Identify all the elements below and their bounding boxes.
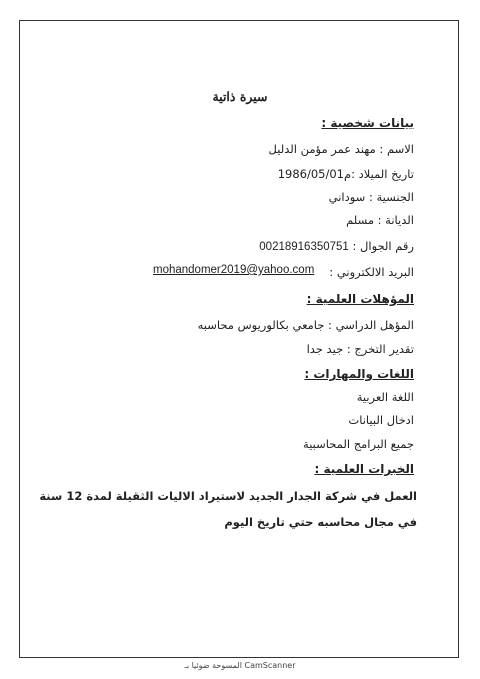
phone-label: رقم الجوال : bbox=[352, 239, 414, 253]
email-link[interactable]: mohandomer2019@yahoo.com bbox=[153, 264, 315, 276]
nationality-value: سوداني bbox=[328, 190, 366, 204]
birth-date-row bbox=[278, 167, 414, 181]
birth-date-label: تاريخ الميلاد : bbox=[351, 167, 414, 181]
skills-heading: اللغات والمهارات : bbox=[304, 367, 414, 381]
email-label: البريد الالكتروني : bbox=[329, 265, 414, 279]
nationality-row bbox=[329, 190, 414, 204]
skill-item: ادخال البيانات bbox=[348, 413, 414, 427]
degree-label: المؤهل الدراسي : bbox=[328, 318, 414, 332]
phone-row bbox=[259, 239, 414, 254]
experience-heading: الخبرات العلمية : bbox=[314, 462, 414, 476]
skill-item: جميع البرامج المحاسبية bbox=[303, 437, 414, 451]
scanner-footer: المسوحة ضوئيا بـ CamScanner bbox=[184, 661, 296, 670]
grade-label: تقدير التخرج : bbox=[346, 342, 414, 356]
birth-date-value: 1986/05/01م bbox=[277, 167, 352, 181]
qualifications-heading: المؤهلات العلمية : bbox=[306, 292, 414, 306]
religion-value: مسلم bbox=[346, 213, 374, 227]
document-title: سيرة ذاتية bbox=[212, 89, 268, 104]
experience-line: العمل في شركة الجدار الجديد لاستيراد الاليات الثقيلة لمدة 12 سنة bbox=[39, 489, 417, 503]
personal-data-heading: بيانات شخصية : bbox=[321, 116, 414, 130]
name-label: الاسم : bbox=[379, 142, 414, 156]
nationality-label: الجنسية : bbox=[368, 190, 414, 204]
name-row bbox=[269, 142, 414, 156]
religion-row bbox=[346, 213, 414, 227]
experience-line: في مجال محاسبه حتي تاريخ اليوم bbox=[224, 515, 417, 529]
grade-value: جيد جدا bbox=[306, 342, 344, 356]
phone-value: 00218916350751 bbox=[259, 241, 349, 253]
religion-label: الديانة : bbox=[377, 213, 414, 227]
skill-item: اللغة العربية bbox=[356, 390, 414, 404]
name-value: مهند عمر مؤمن الدليل bbox=[268, 142, 376, 156]
degree-value: جامعي بكالوريوس محاسبه bbox=[197, 318, 325, 332]
grade-row bbox=[307, 342, 414, 356]
degree-row bbox=[198, 318, 414, 332]
